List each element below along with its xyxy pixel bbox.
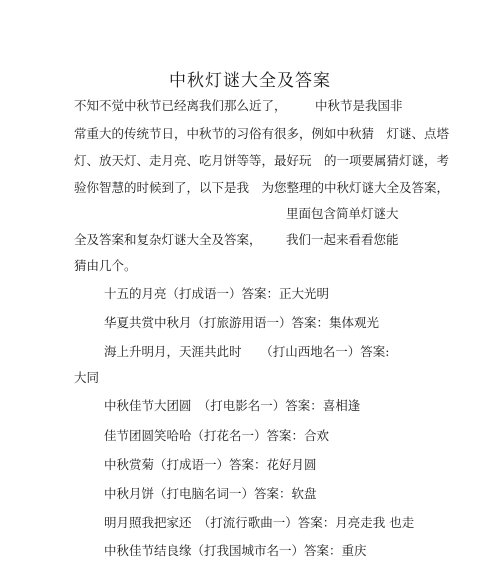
intro-line-2: 常重大的传统节日，中秋节的习俗有很多，例如中秋猜 灯谜、点塔 <box>74 126 450 141</box>
intro-line-6b: 我们一起来看看您能 <box>286 232 399 247</box>
intro-line-4: 验你智慧的时候到了，以下是我 为您整理的中秋灯谜大全及答案， <box>74 180 450 195</box>
riddle-item: 中秋佳节大团圆 （打电影名一）答案：喜相逢 <box>104 398 361 413</box>
document-title: 中秋灯谜大全及答案 <box>169 71 331 91</box>
intro-line-1b: 中秋节是我国非 <box>315 98 403 113</box>
intro-line-6a: 全及答案和复杂灯谜大全及答案， <box>74 232 262 247</box>
riddle-item: 华夏共赏中秋月（打旅游用语一）答案：集体观光 <box>104 315 380 330</box>
riddle-item-continuation: 大同 <box>74 370 100 385</box>
riddle-item: 中秋月饼（打电脑名词一）答案：软盘 <box>104 486 317 501</box>
riddle-item: 佳节团圆笑哈哈（打花名一）答案：合欢 <box>104 428 330 443</box>
riddle-item: 海上升明月，天涯共此时 （打山西地名一）答案: <box>104 344 390 359</box>
intro-line-3: 灯、放天灯、走月亮、吃月饼等等，最好玩 的一项要属猜灯谜，考 <box>74 153 450 168</box>
riddle-item: 十五的月亮（打成语一）答案：正大光明 <box>104 286 330 301</box>
intro-line-1a: 不知不觉中秋节已经离我们那么近了， <box>74 98 287 113</box>
riddle-item: 中秋佳节结良缘（打我国城市名一）答案：重庆 <box>104 543 367 558</box>
intro-line-7: 猜由几个。 <box>74 258 137 273</box>
riddle-item: 明月照我把家还 （打流行歌曲一）答案：月亮走我 也走 <box>104 515 415 530</box>
intro-line-5: 里面包含简单灯谜大 <box>286 206 399 221</box>
riddle-item: 中秋赏菊（打成语一）答案：花好月圆 <box>104 457 317 472</box>
